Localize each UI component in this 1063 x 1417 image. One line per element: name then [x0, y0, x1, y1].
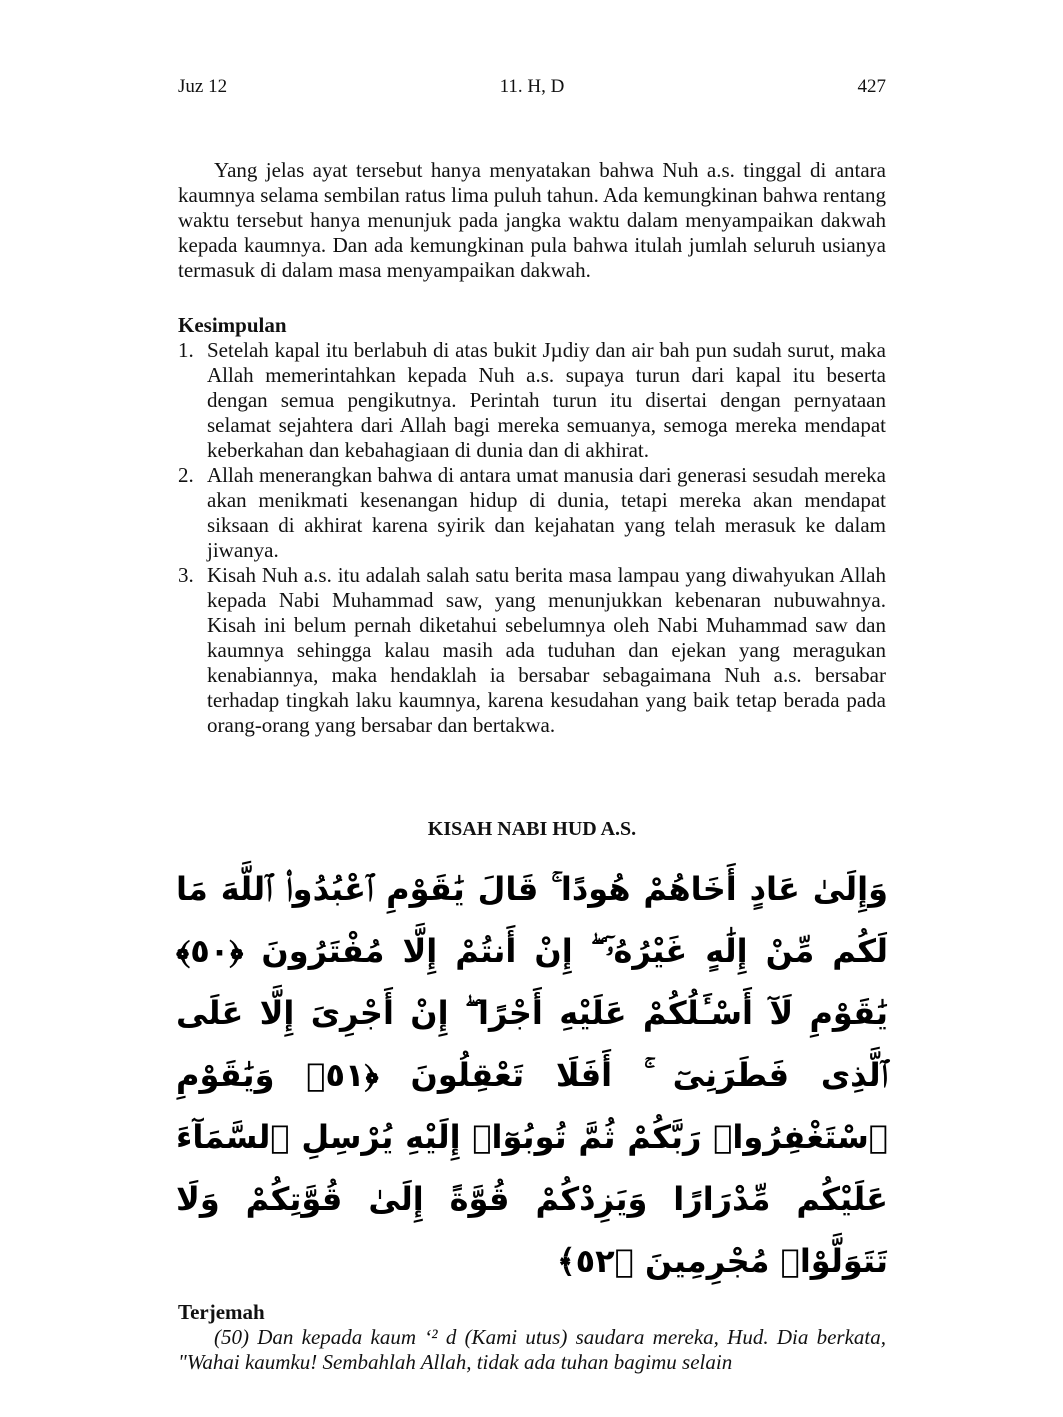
- page-content: [176, 158, 889, 1415]
- item-text: Setelah kapal itu berlabuh di atas bukit Jµdiy dan air bah pun sudah surut, maka Allah memerintahkan kepada Nuh a.s. supaya turun dari kapal itu beserta dengan semua pengikutnya. Perintah turun itu disertai dengan pernyataan selamat sejahtera dari Allah bagi mereka semuanya, semoga mereka mendapat keberkahan dan kebahagiaan di dunia dan di akhirat.: [207, 338, 886, 462]
- item-number: 1.: [178, 338, 194, 362]
- kesimpulan-list: [178, 338, 886, 738]
- running-header: [178, 76, 886, 102]
- arabic-verses: وَإِلَىٰ عَادٍ أَخَاهُمْ هُودًا ۚ قَالَ يَٰقَوْمِ ٱعْبُدُوا۟ ٱللَّهَ مَا لَكُم مِّنْ إِلَٰهٍ غَيْرُهُۥٓ ۖ إِنْ أَنتُمْ إِلَّا مُفْتَرُونَ ﴿٥٠﴾ يَٰقَوْمِ لَآ أَسْـَٔلُكُمْ عَلَيْهِ أَجْرًا ۖ إِنْ أَجْرِىَ إِلَّا عَلَى ٱلَّذِى فَطَرَنِىٓ ۚ أَفَلَا تَعْقِلُونَ ﴿٥١﴾ وَيَٰقَوْمِ ٱسْتَغْفِرُوا۟ رَبَّكُمْ ثُمَّ تُوبُوٓا۟ إِلَيْهِ يُرْسِلِ ٱلسَّمَآءَ عَلَيْكُم مِّدْرَارًا وَيَزِدْكُمْ قُوَّةً إِلَىٰ قُوَّتِكُمْ وَلَا تَتَوَلَّوْا۟ مُجْرِمِينَ ﴿٥٢﴾: [176, 870, 889, 1280]
- item-number: 3.: [178, 563, 194, 587]
- terjemah-heading: Terjemah: [178, 1300, 265, 1324]
- intro-paragraph: Yang jelas ayat tersebut hanya menyatakan bahwa Nuh a.s. tinggal di antara kaumnya selama sembilan ratus lima puluh tahun. Ada kemungkinan bahwa rentang waktu tersebut hanya menunjuk pada jangka waktu dalam menyampaikan dakwah kepada kaumnya. Dan ada kemungkinan pula bahwa itulah jumlah seluruh usianya termasuk di dalam masa menyampaikan dakwah.: [178, 158, 886, 282]
- list-item: [178, 463, 886, 563]
- header-juz: Juz 12: [178, 76, 228, 97]
- main-text: [178, 158, 886, 738]
- item-text: Allah menerangkan bahwa di antara umat manusia dari generasi sesudah mereka akan menikmati kesenangan hidup di dunia, tetapi mereka akan mendapat siksaan di akhirat karena syirik dan kejahatan yang telah merasuk ke dalam jiwanya.: [207, 463, 886, 562]
- page-number: 427: [857, 76, 886, 97]
- terjemah-section: [178, 1300, 886, 1375]
- list-item: [178, 338, 886, 463]
- kesimpulan-heading: Kesimpulan: [178, 313, 287, 337]
- section-title: KISAH NABI HUD A.S.: [427, 818, 637, 840]
- list-item: [178, 563, 886, 738]
- item-text: Kisah Nuh a.s. itu adalah salah satu berita masa lampau yang diwahyukan Allah kepada Nabi Muhammad saw, yang menunjukkan kebenaran nubuwahnya. Kisah ini belum pernah diketahui sebelumnya oleh Nabi Muhammad saw dan kaumnya sehingga kalau masih ada tuduhan dan ejekan yang meragukan kenabiannya, maka hendaklah ia bersabar sebagaimana Nuh a.s. bersabar terhadap tingkah laku kaumnya, karena kesudahan yang baik tetap berada pada orang-orang yang bersabar dan bertakwa.: [207, 563, 886, 737]
- item-number: 2.: [178, 463, 194, 487]
- header-surah: 11. H, D: [499, 76, 565, 97]
- terjemah-text: (50) Dan kepada kaum ‘² d (Kami utus) saudara mereka, Hud. Dia berkata, "Wahai kaumku! Sembahlah Allah, tidak ada tuhan bagimu selain: [178, 1325, 886, 1374]
